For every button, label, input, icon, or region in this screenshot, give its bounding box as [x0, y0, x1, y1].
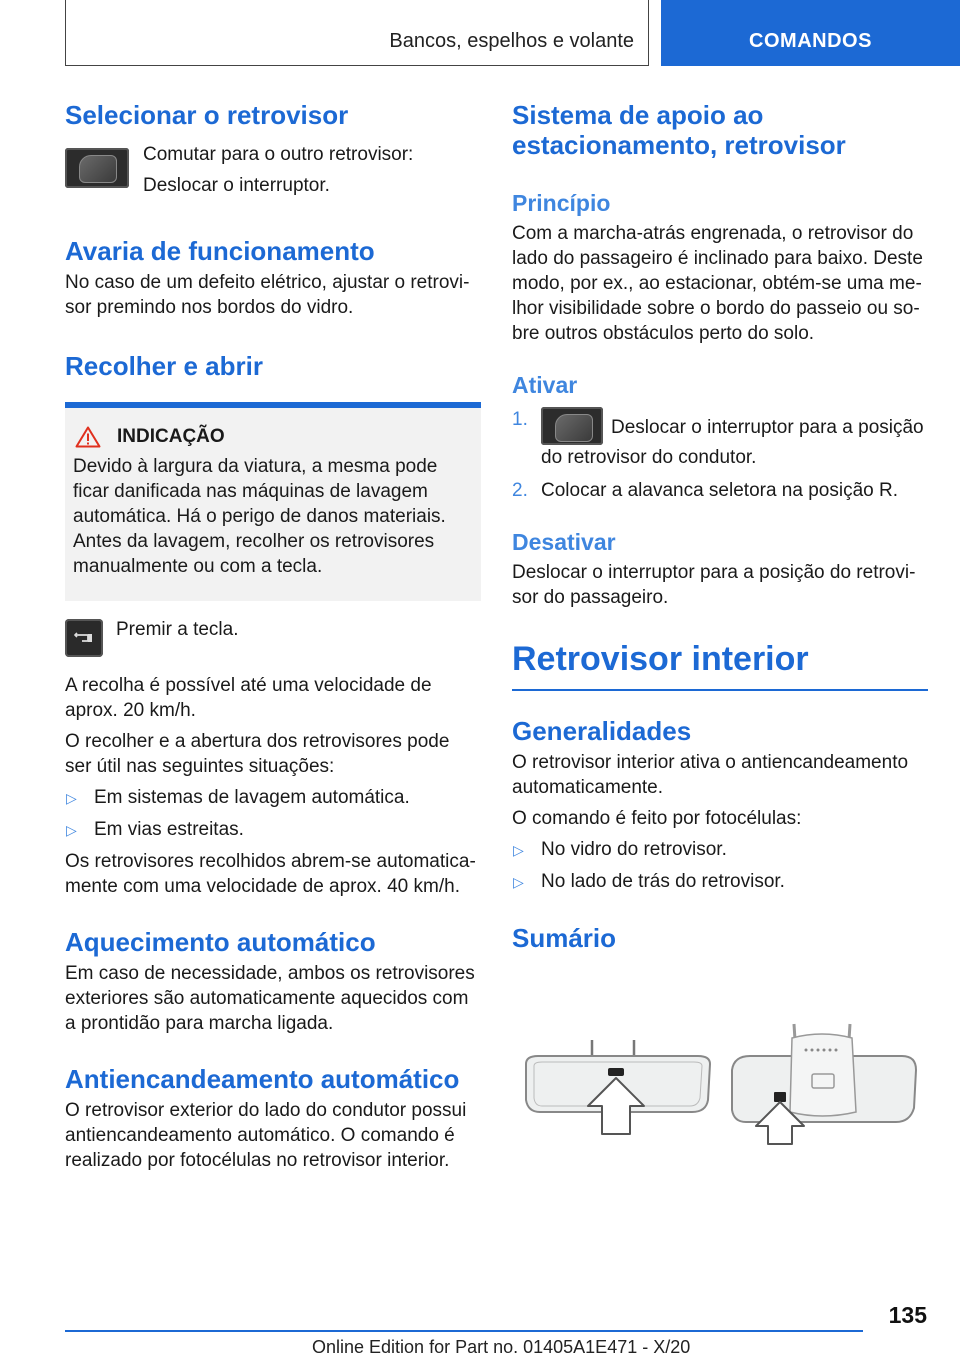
principle-text: Com a marcha-atrás engrenada, o retrovisor do lado do passageiro é inclinado para baixo. Deste modo, por ex., ao estacionar, obtém-se uma melhor visibilidade sobre o bordo do passeio ou sobre outros obstáculos perto do solo. [512, 223, 923, 344]
bullet-triangle-icon: ▷ [66, 822, 77, 838]
principle-heading: Princípio [512, 190, 611, 216]
heading-rule [512, 689, 928, 691]
list-item: ▷ Em vias estreitas. [65, 817, 481, 843]
activate-heading: Ativar [512, 372, 578, 398]
header-section-title: Bancos, espelhos e volante [389, 30, 634, 52]
interior-mirror-illustration [512, 1016, 928, 1166]
malfunction-text: No caso de um defeito elétrico, ajustar o retrovisor premindo nos bordos do vidro. [65, 272, 470, 318]
warning-triangle-icon [75, 426, 101, 448]
mirror-switch-icon [65, 148, 129, 188]
front-photocell-marker [608, 1068, 624, 1076]
footer-edition: Online Edition for Part no. 01405A1E471 - X/20 [312, 1337, 691, 1357]
list-item: 2. Colocar a alavanca seletora na posição R. [512, 480, 898, 501]
deactivate-heading: Desativar [512, 529, 616, 555]
heating-heading: Aquecimento automático [65, 927, 376, 957]
fold-speed-text: A recolha é possível até uma velocidade de aprox. 20 km/h. [65, 675, 432, 721]
malfunction-heading: Avaria de funcionamento [65, 236, 375, 266]
notice-header [73, 426, 473, 448]
summary-heading: Sumário [512, 923, 617, 953]
header-chapter-tab[interactable] [661, 0, 960, 66]
select-mirror-line2: Deslocar o interruptor. [143, 175, 330, 196]
notice-title: INDICAÇÃO [117, 426, 225, 447]
right-column [512, 100, 928, 953]
list-item: ▷ No vidro do retrovisor. [512, 837, 928, 863]
interior-mirror-heading: Retrovisor interior [512, 640, 809, 678]
parking-heading: Sistema de apoio ao estacionamento, retrovisor [512, 100, 846, 160]
list-item: ▷ No lado de trás do retrovisor. [512, 869, 928, 895]
header-chapter-title: COMANDOS [749, 30, 872, 52]
list-item: ▷ Em sistemas de lavagem automática. [65, 785, 481, 811]
bullet-triangle-icon: ▷ [513, 842, 524, 858]
fold-situations-text: O recolher e a abertura dos retrovisores pode ser útil nas seguintes situações: [65, 731, 450, 777]
bullet-triangle-icon: ▷ [66, 790, 77, 806]
select-mirror-row [65, 144, 481, 198]
general-text-1: O retrovisor interior ativa o antiencandeamento automaticamente. [512, 752, 909, 798]
deactivate-text: Deslocar o interruptor para a posição do retrovisor do passageiro. [512, 562, 916, 608]
antidazzle-text: O retrovisor exterior do lado do condutor possui antiencandeamento automático. O comando é realizado por fotocélulas no retrovisor interior. [65, 1100, 467, 1171]
general-text-2: O comando é feito por fotocélulas: [512, 808, 802, 829]
select-mirror-heading: Selecionar o retrovisor [65, 100, 349, 130]
left-column [65, 100, 481, 1173]
select-mirror-line1: Comutar para o outro retrovisor: [143, 144, 414, 165]
footer-rule [65, 1330, 863, 1332]
antidazzle-heading: Antiencandeamento automático [65, 1064, 460, 1094]
fold-mirror-key-icon [65, 619, 103, 657]
fold-heading: Recolher e abrir [65, 351, 263, 381]
header-section-box [65, 0, 649, 66]
fold-key-row [65, 619, 481, 657]
rear-photocell-marker [774, 1092, 786, 1102]
general-heading: Generalidades [512, 716, 692, 746]
page-number: 135 [888, 1302, 927, 1328]
auto-unfold-text: Os retrovisores recolhidos abrem-se automaticamente com uma velocidade de aprox. 40 km/h. [65, 851, 476, 897]
press-key-text: Premir a tecla. [116, 619, 239, 640]
notice-box [65, 402, 481, 601]
bullet-triangle-icon: ▷ [513, 874, 524, 890]
heating-text: Em caso de necessidade, ambos os retrovisores exteriores são automaticamente aquecidos com a prontidão para marcha ligada. [65, 963, 475, 1034]
list-item: 1. Deslocar o interruptor para a posição do retrovisor do condutor. [512, 409, 924, 468]
notice-text: Devido à largura da viatura, a mesma pode ficar danificada nas máquinas de lavagem automática. Há o perigo de danos materiais. Antes da lavagem, recolher os retrovisores manualmente ou com a tecla. [73, 456, 446, 577]
mirror-switch-icon [541, 407, 603, 445]
